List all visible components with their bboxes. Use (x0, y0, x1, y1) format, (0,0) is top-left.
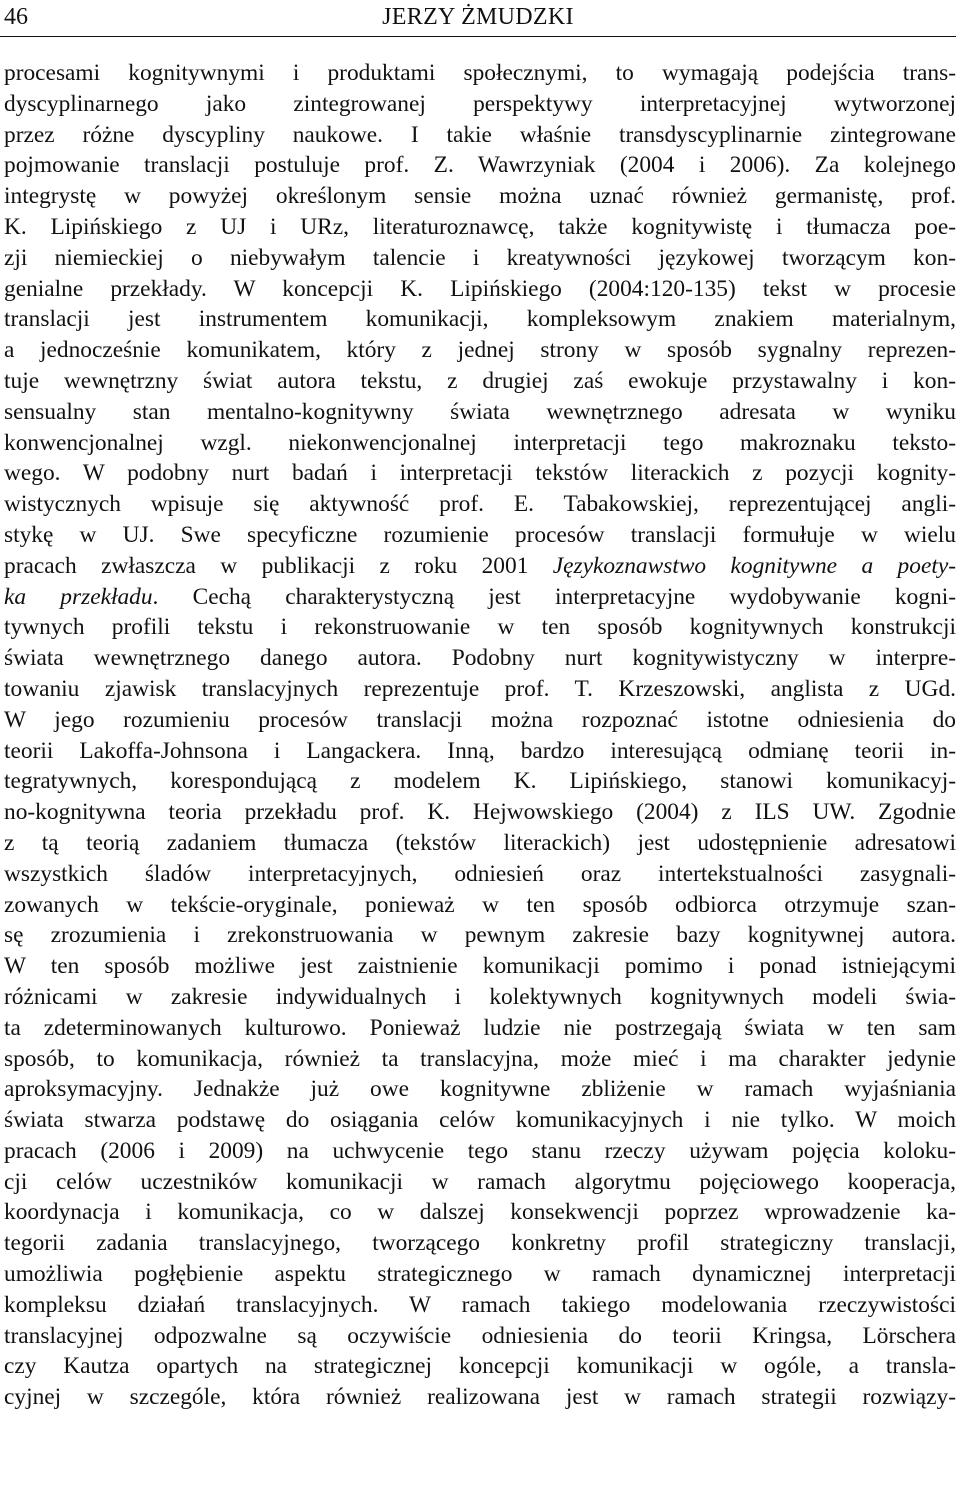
text-line (4, 766, 956, 797)
page-number: 46 (4, 4, 28, 30)
text-fragment: zowanych w tekście-oryginale, ponieważ w ten sposób odbiorca otrzymuje szan- (4, 891, 956, 918)
text-line (4, 1290, 956, 1321)
text-fragment: pojmowanie translacji postuluje prof. Z. Wawrzyniak (2004 i 2006). Za kolejnego (4, 152, 956, 179)
running-header-author: JERZY ŻMUDZKI (382, 4, 574, 30)
text-fragment: tywnych profili tekstu i rekonstruowanie w ten sposób kognitywnych konstrukcji (4, 614, 956, 641)
text-fragment: translacyjnej odpozwalne są oczywiście odniesienia do teorii Kringsa, Lörschera (4, 1322, 956, 1349)
text-fragment: tegratywnych, korespondującą z modelem K. Lipińskiego, stanowi komunikacyj- (4, 768, 956, 795)
text-line (4, 120, 956, 151)
text-fragment: procesami kognitywnymi i produktami społecznymi, to wymagają podejścia trans- (4, 60, 956, 86)
text-line (4, 89, 956, 120)
text-fragment: aproksymacyjny. Jednakże już owe kognitywne zbliżenie w ramach wyjaśniania (4, 1076, 956, 1103)
text-line (4, 1228, 956, 1259)
text-fragment: no-kognitywna teoria przekładu prof. K. Hejwowskiego (2004) z ILS UW. Zgodnie (4, 799, 956, 826)
running-header (0, 0, 956, 37)
text-line (4, 674, 956, 705)
text-line (4, 1382, 956, 1413)
text-fragment: umożliwia pogłębienie aspektu strategicznego w ramach dynamicznej interpretacji (4, 1261, 956, 1288)
text-fragment: sensualny stan mentalno-kognitywny świata wewnętrznego adresata w wyniku (4, 398, 956, 425)
text-fragment: świata stwarza podstawę do osiągania celów komunikacyjnych i nie tylko. W moich (4, 1107, 956, 1134)
text-fragment: czy Kautza opartych na strategicznej koncepcji komunikacji w ogóle, a transla- (4, 1353, 956, 1380)
text-line (4, 1074, 956, 1105)
text-fragment: teorii Lakoffa-Johnsona i Langackera. Inną, bardzo interesującą odmianę teorii in- (4, 737, 956, 764)
text-line (4, 243, 956, 274)
text-line (4, 181, 956, 212)
text-fragment: pracach zwłaszcza w publikacji z roku 2001 (4, 552, 553, 579)
text-line (4, 1167, 956, 1198)
text-line (4, 397, 956, 428)
text-fragment: zji niemieckiej o niebywałym talencie i kreatywności językowej tworzącym kon- (4, 244, 956, 271)
text-line (4, 582, 956, 613)
text-fragment: W ten sposób możliwe jest zaistnienie komunikacji pomimo i ponad istniejącymi (4, 953, 956, 980)
text-line (4, 643, 956, 674)
text-line (4, 797, 956, 828)
text-fragment: K. Lipińskiego z UJ i URz, literaturoznawcę, także kognitywistę i tłumacza poe- (4, 213, 956, 240)
text-line (4, 366, 956, 397)
text-line (4, 982, 956, 1013)
text-fragment: translacji jest instrumentem komunikacji, kompleksowym znakiem materialnym, (4, 306, 956, 333)
text-line (4, 951, 956, 982)
text-line (4, 551, 956, 582)
text-line (4, 1351, 956, 1382)
text-fragment: ta zdeterminowanych kulturowo. Ponieważ ludzie nie postrzegają świata w ten sam (4, 1014, 956, 1041)
text-fragment: pracach (2006 i 2009) na uchwycenie tego stanu rzeczy używam pojęcia koloku- (4, 1137, 956, 1164)
text-fragment: z tą teorią zadaniem tłumacza (tekstów literackich) jest udostępnienie adresatowi (4, 829, 956, 856)
text-line (4, 828, 956, 859)
text-line (4, 736, 956, 767)
text-line (4, 1105, 956, 1136)
text-fragment: tegorii zadania translacyjnego, tworzącego konkretny profil strategiczny translacji, (4, 1230, 956, 1257)
text-line (4, 489, 956, 520)
text-fragment: wszystkich śladów interpretacyjnych, odniesień oraz intertekstualności zasygnali- (4, 860, 956, 887)
italic-title-fragment: Językoznawstwo kognitywne a poety- (552, 552, 956, 579)
text-fragment: wistycznych wpisuje się aktywność prof. E. Tabakowskiej, reprezentującej angli- (4, 491, 956, 518)
text-fragment: świata wewnętrznego danego autora. Podobny nurt kognitywistyczny w interpre- (4, 645, 956, 672)
text-line (4, 859, 956, 890)
text-line (4, 428, 956, 459)
text-line (4, 58, 956, 89)
text-line (4, 150, 956, 181)
text-line (4, 1321, 956, 1352)
text-fragment: . Cechą charakterystyczną jest interpretacyjne wydobywanie kogni- (152, 583, 956, 610)
text-line (4, 458, 956, 489)
text-fragment: różnicami w zakresie indywidualnych i kolektywnych kognitywnych modeli świa- (4, 983, 956, 1010)
text-fragment: genialne przekłady. W koncepcji K. Lipińskiego (2004:120-135) tekst w procesie (4, 275, 956, 302)
text-fragment: stykę w UJ. Swe specyficzne rozumienie procesów translacji formułuje w wielu (4, 521, 956, 548)
text-line (4, 1197, 956, 1228)
text-line (4, 1044, 956, 1075)
text-fragment: przez różne dyscypliny naukowe. I takie właśnie transdyscyplinarnie zintegrowane (4, 121, 956, 148)
text-line (4, 304, 956, 335)
text-line (4, 920, 956, 951)
text-line (4, 212, 956, 243)
text-fragment: sposób, to komunikacja, również ta translacyjna, może mieć i ma charakter jedynie (4, 1045, 956, 1072)
text-fragment: konwencjonalnej wzgl. niekonwencjonalnej interpretacji tego makroznaku teksto- (4, 429, 956, 456)
text-line (4, 274, 956, 305)
text-fragment: tuje wewnętrzny świat autora tekstu, z drugiej zaś ewokuje przystawalny i kon- (4, 367, 956, 394)
italic-title-fragment: ka przekładu (4, 583, 153, 610)
text-fragment: koordynacja i komunikacja, co w dalszej konsekwencji poprzez wprowadzenie ka- (4, 1199, 956, 1226)
text-fragment: dyscyplinarnego jako zintegrowanej perspektywy interpretacyjnej wytworzonej (4, 90, 956, 117)
text-line (4, 1136, 956, 1167)
text-line (4, 1013, 956, 1044)
text-line (4, 335, 956, 366)
text-fragment: sę zrozumienia i zrekonstruowania w pewnym zakresie bazy kognitywnej autora. (4, 922, 956, 949)
text-fragment: kompleksu działań translacyjnych. W ramach takiego modelowania rzeczywistości (4, 1291, 956, 1318)
text-line (4, 520, 956, 551)
text-fragment: wego. W podobny nurt badań i interpretacji tekstów literackich z pozycji kognity- (4, 460, 956, 487)
text-fragment: integrystę w powyżej określonym sensie można uznać również germanistę, prof. (4, 183, 956, 210)
text-line (4, 612, 956, 643)
text-fragment: a jednocześnie komunikatem, który z jednej strony w sposób sygnalny reprezen- (4, 337, 956, 364)
text-line (4, 890, 956, 921)
text-line (4, 705, 956, 736)
text-fragment: cyjnej w szczególe, która również realizowana jest w ramach strategii rozwiązy- (4, 1384, 956, 1411)
text-line (4, 1259, 956, 1290)
text-fragment: cji celów uczestników komunikacji w ramach algorytmu pojęciowego kooperacja, (4, 1168, 956, 1195)
body-paragraph (4, 58, 956, 1413)
text-fragment: towaniu zjawisk translacyjnych reprezentuje prof. T. Krzeszowski, anglista z UGd. (4, 675, 956, 702)
text-fragment: W jego rozumieniu procesów translacji można rozpoznać istotne odniesienia do (4, 706, 956, 733)
